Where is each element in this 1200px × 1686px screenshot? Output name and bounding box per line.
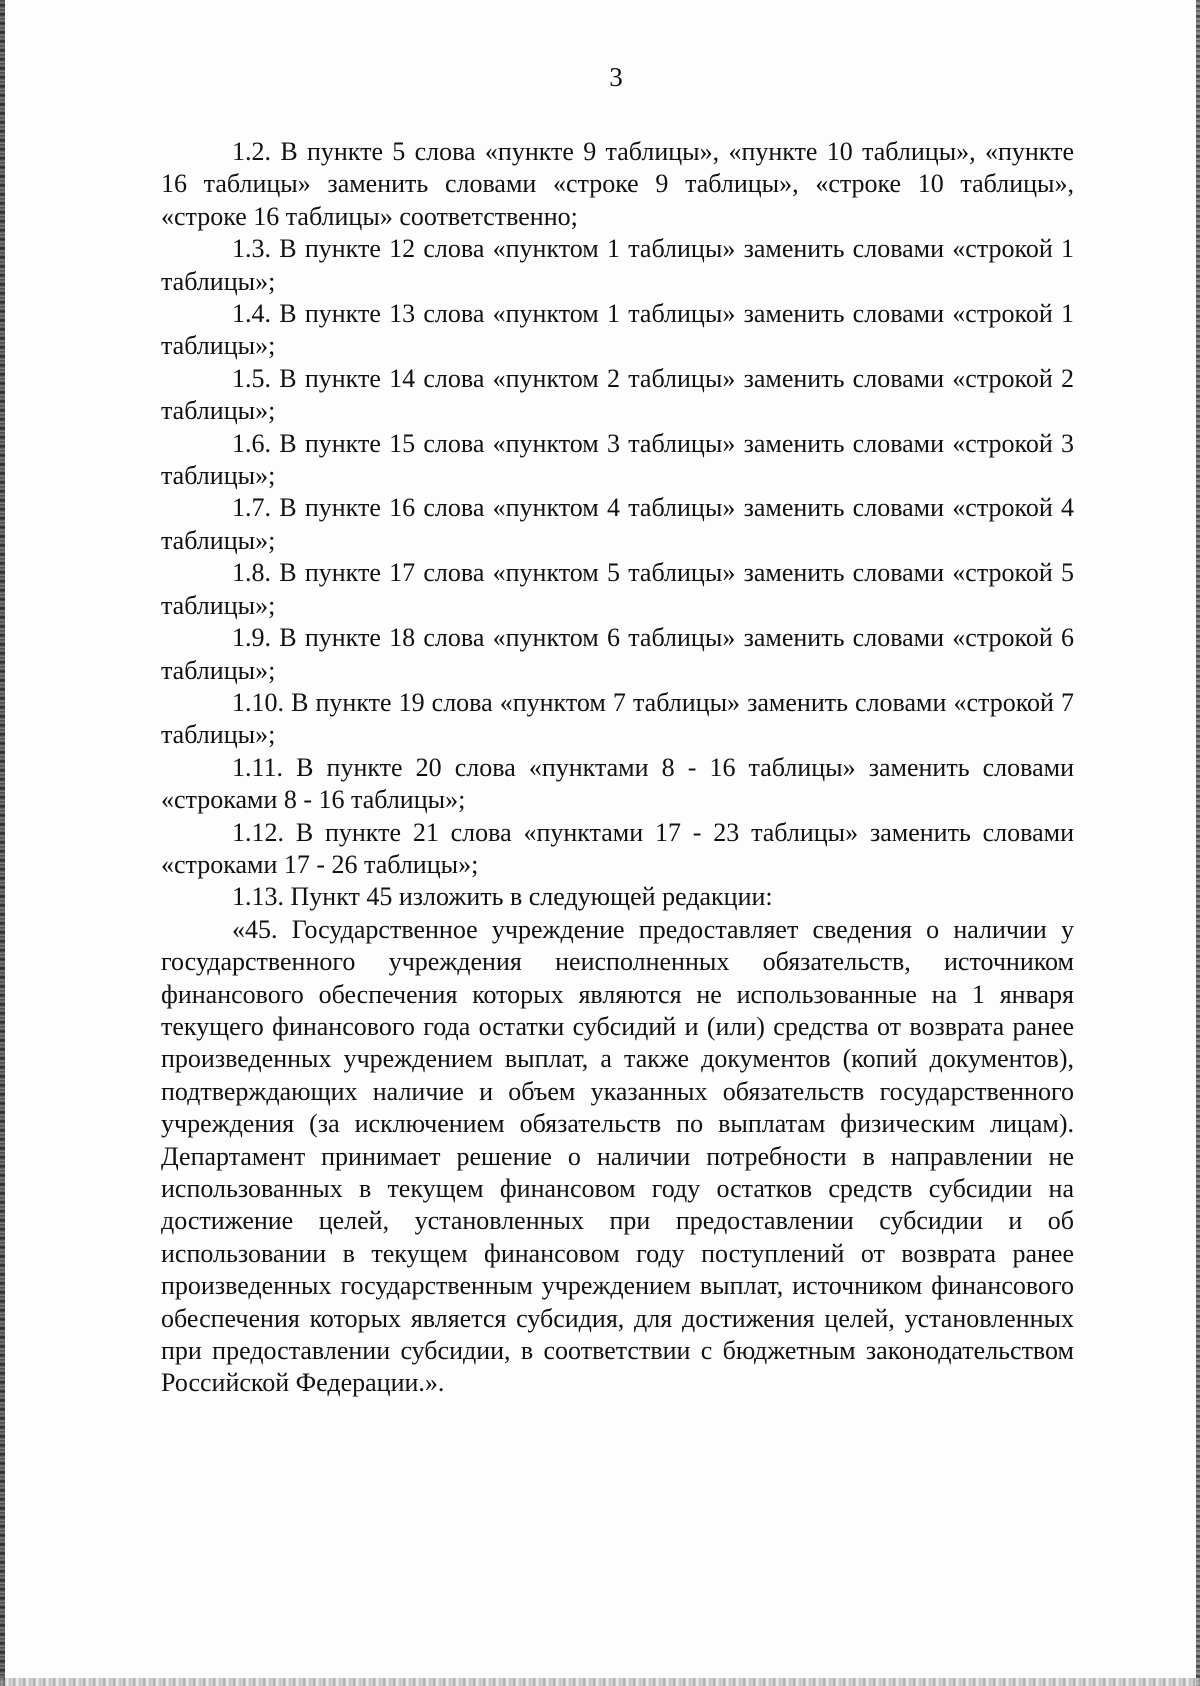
- paragraph-45-text: «45. Государственное учреждение предоставляет сведения о наличии у государственного учреждения неисполненных обязательств, источником финансового обеспечения которых являются не использованные на 1 января текущего финансового года остатки субсидий и (или) средства от возврата ранее произведенных учреждением выплат, а также документов (копий документов), подтверждающих наличие и объем указанных обязательств государственного учреждения (за исключением обязательств по выплатам физическим лицам). Департамент принимает решение о наличии потребности в направлении не использованных в текущем финансовом году остатков средств субсидии на достижение целей, установленных при предоставлении субсидии и об использовании в текущем финансовом году поступлений от возврата ранее произведенных государственным учреждением выплат, источником финансового обеспечения которых является субсидия, для достижения целей, установленных при предоставлении субсидии, в соответствии с бюджетным законодательством Российской Федерации.».: [161, 914, 1074, 1398]
- scan-edge-right: [1196, 0, 1200, 1686]
- paragraph-1-7: 1.7. В пункте 16 слова «пунктом 4 таблицы» заменить словами «строкой 4 таблицы»;: [161, 493, 1074, 555]
- paragraph-1-4: 1.4. В пункте 13 слова «пунктом 1 таблицы» заменить словами «строкой 1 таблицы»;: [161, 299, 1074, 361]
- paragraph-1-6: 1.6. В пункте 15 слова «пунктом 3 таблицы» заменить словами «строкой 3 таблицы»;: [161, 428, 1074, 491]
- paragraph-1-11: 1.11. В пункте 20 слова «пунктами 8 - 16 таблицы» заменить словами «строками 8 - 16 таблицы»;: [161, 752, 1074, 815]
- paragraph-1-13: 1.13. Пункт 45 изложить в следующей редакции:: [232, 882, 773, 912]
- paragraph-1-9: 1.9. В пункте 18 слова «пунктом 6 таблицы» заменить словами «строкой 6 таблицы»;: [161, 623, 1074, 685]
- scan-edge-bottom: [0, 1678, 1200, 1686]
- paragraph-1-12: 1.12. В пункте 21 слова «пунктами 17 - 23 таблицы» заменить словами «строками 17 - 26 таблицы»;: [161, 817, 1074, 879]
- paragraph-1-2: 1.2. В пункте 5 слова «пункте 9 таблицы», «пункте 10 таблицы», «пункте 16 таблицы» заменить словами «строке 9 таблицы», «строке 10 таблицы», «строке 16 таблицы» соответственно;: [161, 137, 1074, 231]
- paragraph-1-5: 1.5. В пункте 14 слова «пунктом 2 таблицы» заменить словами «строкой 2 таблицы»;: [161, 363, 1074, 426]
- scan-edge-left: [0, 0, 5, 1686]
- page-number: 3: [609, 62, 623, 92]
- paragraph-1-10: 1.10. В пункте 19 слова «пунктом 7 таблицы» заменить словами «строкой 7 таблицы»;: [161, 687, 1074, 750]
- paragraph-1-8: 1.8. В пункте 17 слова «пунктом 5 таблицы» заменить словами «строкой 5 таблицы»;: [161, 558, 1074, 620]
- paragraph-1-3: 1.3. В пункте 12 слова «пунктом 1 таблицы» заменить словами «строкой 1 таблицы»;: [161, 234, 1074, 296]
- document-body: [161, 136, 1074, 1400]
